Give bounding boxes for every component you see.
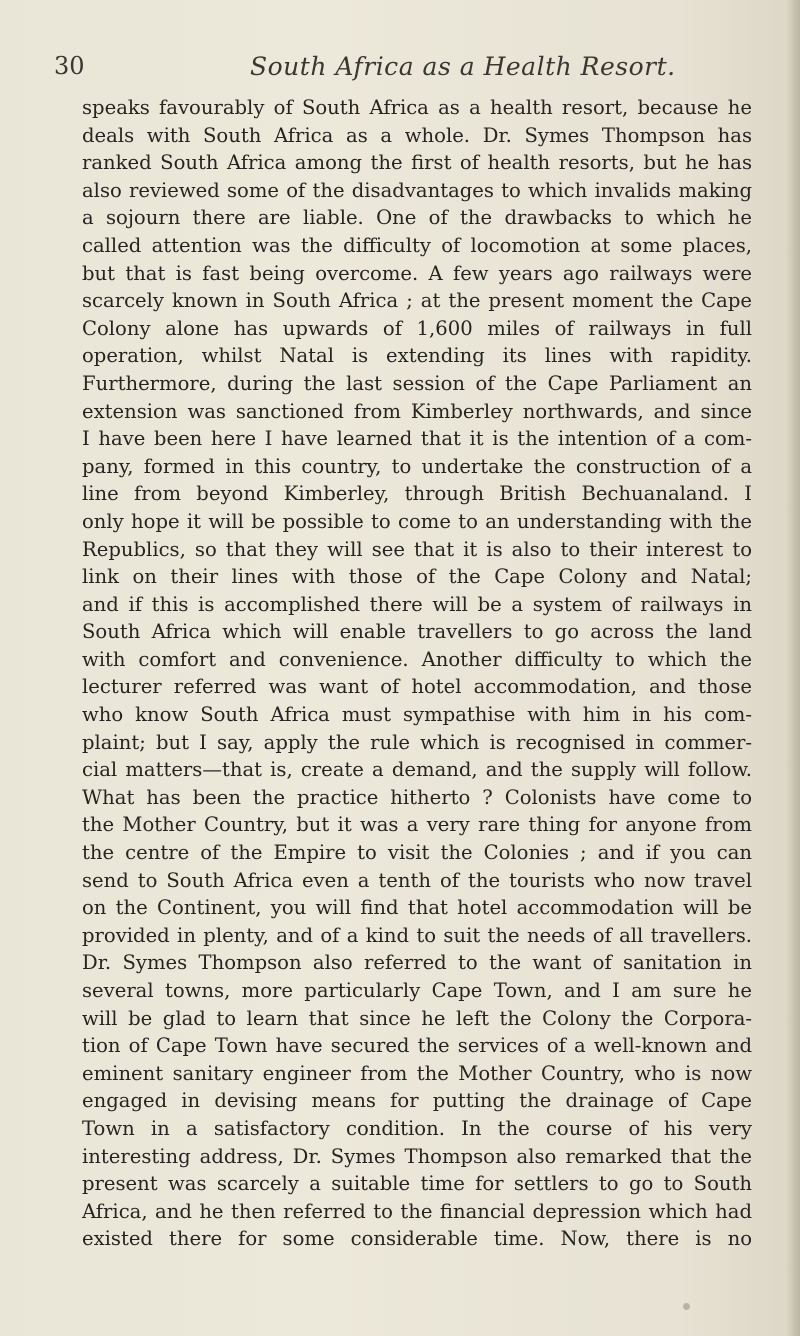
text-line: interesting address, Dr. Symes Thompson also remarked that the xyxy=(82,1144,752,1168)
text-line: only hope it will be possible to come to an understanding with the xyxy=(82,509,752,533)
text-line: eminent sanitary engineer from the Mother Country, who is now xyxy=(82,1061,752,1085)
text-line: will be glad to learn that since he left the Colony the Corpora- xyxy=(82,1006,752,1030)
running-title: South Africa as a Health Resort. xyxy=(250,52,676,81)
text-line: who know South Africa must sympathise with him in his com- xyxy=(82,703,752,727)
text-line: Africa, and he then referred to the financial depression which had xyxy=(82,1199,752,1223)
text-line: scarcely known in South Africa ; at the present moment the Cape xyxy=(82,289,752,313)
text-line: present was scarcely a suitable time for settlers to go to South xyxy=(82,1172,752,1196)
text-line: deals with South Africa as a whole. Dr. Symes Thompson has xyxy=(82,123,752,147)
text-line: existed there for some considerable time. Now, there is no xyxy=(82,1227,752,1251)
text-line: Dr. Symes Thompson also referred to the want of sanitation in xyxy=(82,951,752,975)
text-line: tion of Cape Town have secured the services of a well-known and xyxy=(82,1034,752,1058)
text-line: I have been here I have learned that it is the intention of a com- xyxy=(82,427,752,451)
text-line: with comfort and convenience. Another difficulty to which the xyxy=(82,647,752,671)
text-line: line from beyond Kimberley, through British Bechuanaland. I xyxy=(82,482,752,506)
text-line: cial matters—that is, create a demand, and the supply will follow. xyxy=(82,758,752,782)
text-line: ranked South Africa among the first of health resorts, but he has xyxy=(82,151,752,175)
text-line: speaks favourably of South Africa as a health resort, because he xyxy=(82,96,752,119)
text-line: South Africa which will enable travellers to go across the land xyxy=(82,620,752,644)
text-line: provided in plenty, and of a kind to suit the needs of all travellers. xyxy=(82,923,752,947)
text-line: send to South Africa even a tenth of the tourists who now travel xyxy=(82,868,752,892)
running-header xyxy=(54,52,760,86)
text-line: pany, formed in this country, to undertake the construction of a xyxy=(82,454,752,478)
text-line: Republics, so that they will see that it is also to their interest to xyxy=(82,537,752,561)
text-line: operation, whilst Natal is extending its lines with rapidity. xyxy=(82,344,752,368)
text-line: lecturer referred was want of hotel accommodation, and those xyxy=(82,675,752,699)
text-line: and if this is accomplished there will be a system of railways in xyxy=(82,592,752,616)
text-line: the Mother Country, but it was a very rare thing for anyone from xyxy=(82,813,752,837)
text-line: on the Continent, you will find that hotel accommodation will be xyxy=(82,896,752,920)
text-line: a sojourn there are liable. One of the drawbacks to which he xyxy=(82,206,752,230)
text-line: called attention was the difficulty of locomotion at some places, xyxy=(82,233,752,257)
text-line: Colony alone has upwards of 1,600 miles of railways in full xyxy=(82,316,752,340)
body-text xyxy=(82,94,752,1253)
text-line: Town in a satisfactory condition. In the course of his very xyxy=(82,1116,752,1140)
text-line: the centre of the Empire to visit the Colonies ; and if you can xyxy=(82,841,752,865)
text-line: but that is fast being overcome. A few years ago railways were xyxy=(82,261,752,285)
page-edge-shadow xyxy=(786,0,800,1336)
text-line: Furthermore, during the last session of the Cape Parliament an xyxy=(82,371,752,395)
page-number: 30 xyxy=(54,52,85,80)
text-line: plaint; but I say, apply the rule which is recognised in commer- xyxy=(82,730,752,754)
text-line: engaged in devising means for putting the drainage of Cape xyxy=(82,1089,752,1113)
print-speck xyxy=(683,1303,690,1310)
text-line: extension was sanctioned from Kimberley northwards, and since xyxy=(82,399,752,423)
text-line: also reviewed some of the disadvantages to which invalids making xyxy=(82,178,752,202)
text-line: What has been the practice hitherto ? Colonists have come to xyxy=(82,785,752,809)
text-line: several towns, more particularly Cape Town, and I am sure he xyxy=(82,979,752,1002)
text-line: link on their lines with those of the Cape Colony and Natal; xyxy=(82,565,752,589)
